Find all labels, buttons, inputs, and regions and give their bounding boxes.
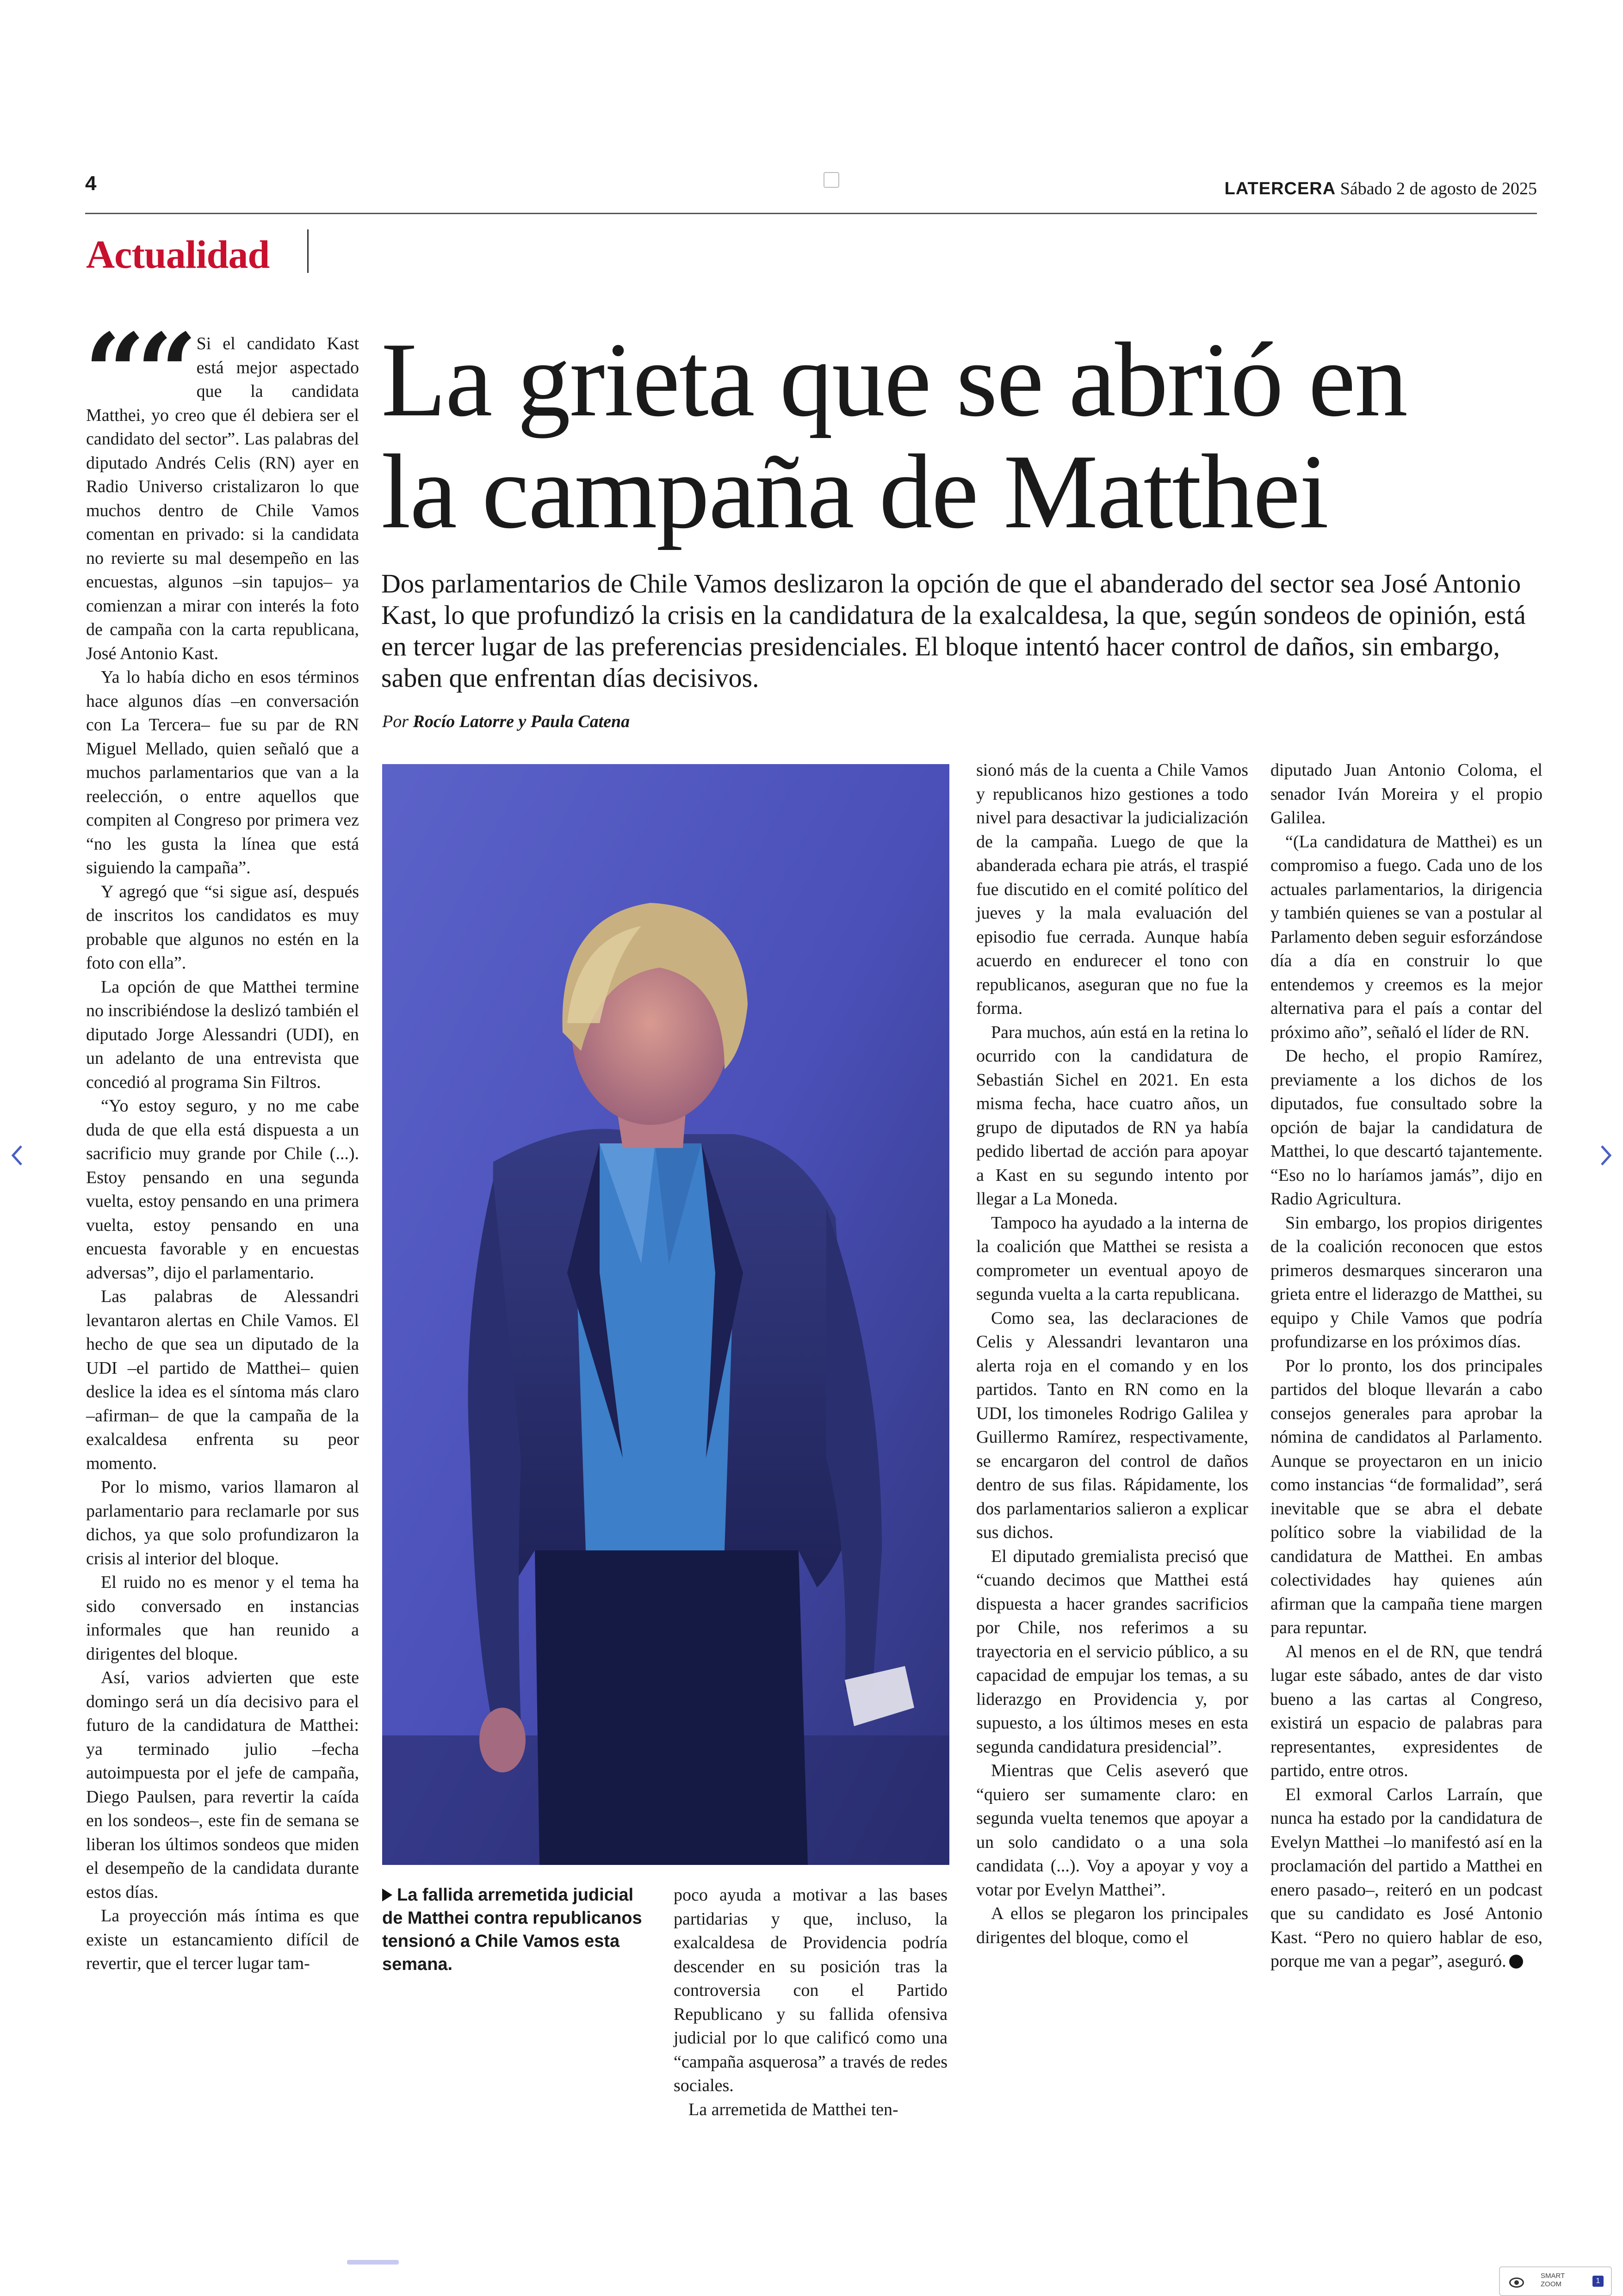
quote-mark: ““ [84,310,188,435]
paragraph: El ruido no es menor y el tema ha sido conversado en instancias informales que han reunido a dirigentes del bloque. [86,1573,359,1664]
end-mark-icon [1509,1955,1523,1969]
paragraph: El exmoral Carlos Larraín, que nunca ha estado por la candidatura de Evelyn Matthei –lo manifestó así en la proclamación del partido a Matthei en enero pasado–, reiteró en un podcast que su candidato es José Antonio Kast. “Pero no quiero hablar de eso, porque me van a pegar”, aseguró. [1270,1784,1542,1971]
paragraph: La opción de que Matthei termine no inscribiéndose la deslizó también el diputado Jorge Alessandri (UDI), en un adelanto de una entrevista que concedió al programa Sin Filtros. [86,977,359,1092]
headline-line-1: La grieta que se abrió en [381,321,1407,438]
section-divider [307,229,309,273]
paragraph: El diputado gremialista precisó que “cuando decimos que Matthei está dispuesta a hacer grandes sacrificios por Chile, nos referimos a su trayectoria en el servicio público, a su capacidad de empujar los temas, a su liderazgo en Providencia y, por supuesto, a los últimos meses en esta segunda candidatura presidencial”. [976,1546,1248,1757]
paragraph: “(La candidatura de Matthei) es un compromiso a fuego. Cada uno de los actuales parlamentarios, la dirigencia y también quienes se van a postular al Parlamento deben seguir esforzándose día a día en construir lo que entendemos y creemos es la mejor alternativa para el país a contar del próximo año”, señaló el líder de RN. [1270,832,1542,1042]
paragraph: A ellos se plegaron los principales dirigentes del bloque, como el [976,1904,1248,1947]
byline [382,711,630,732]
masthead [1225,179,1537,199]
column-5 [1270,759,1542,1974]
paragraph: Así, varios advierten que este domingo será un día decisivo para el futuro de la candidatura de Matthei: ya terminado julio –fecha autoimpuesta por el jefe de campaña, Diego Paulsen, para revertir la caída en los sondeos–, este fin de semana se liberan los últimos sondeos que miden el desempeño de la candidata durante estos días. [86,1668,359,1902]
column-3-bottom [674,1883,948,2122]
paragraph: Por lo pronto, los dos principales partidos del bloque llevarán a cabo consejos generales para aprobar la nómina de candidatos al Parlamento. Aunque se proyectaron en un inicio como instancias “de formalidad”, será inevitable que se abra el debate político sobre la viabilidad de la candidatura de Matthei. En ambas colectividades hay quienes aún afirman que la campaña tiene margen para repuntar. [1270,1356,1542,1637]
triangle-icon [382,1889,392,1901]
smart-zoom-button[interactable] [1499,2266,1612,2296]
paragraph: Mientras que Celis aseveró que “quiero ser sumamente claro: en segunda vuelta tenemos que apoyar a un solo candidato o a una sola candidata (...). Voy a apoyar y voy a votar por Evelyn Matthei”. [976,1761,1248,1900]
smart-zoom-label: SMART ZOOM [1541,2272,1565,2288]
section-name: Actualidad [86,232,270,277]
page-icon [824,172,839,188]
byline-prefix: Por [382,712,409,731]
column-1 [84,310,359,1976]
paragraph: Por lo mismo, varios llamaron al parlamentario para reclamarle por sus dichos, ya que solo profundizaron la crisis al interior del bloque. [86,1477,359,1568]
headline-line-2: la campaña de Matthei [381,432,1328,550]
column-4 [976,759,1248,1950]
brand-name: LATERCERA [1224,179,1336,198]
deck: Dos parlamentarios de Chile Vamos deslizaron la opción de que el abanderado del sector sea José Antonio Kast, lo que profundizó la crisis en la candidatura de la exalcaldesa, la que, según sondeos de opinión, está en tercer lugar de las preferencias presidenciales. El bloque intentó hacer control de daños, sin embargo, saben que enfrentan días decisivos. [381,568,1526,693]
paragraph: Como sea, las declaraciones de Celis y Alessandri levantaron una alerta roja en el comando y en los partidos. Tanto en RN como en la UDI, los timoneles Rodrigo Galilea y Guillermo Ramírez, respectivamente, se encargaron del control de daños dentro de sus filas. Rápidamente, los dos parlamentarios salieron a explicar sus dichos. [976,1308,1248,1542]
paragraph: Las palabras de Alessandri levantaron alertas en Chile Vamos. El hecho de que sea un diputado de la UDI –el partido de Matthei– quien deslice la idea es el síntoma más claro –afirman– de que la campaña de la exalcaldesa enfrenta su peor momento. [86,1287,359,1473]
photo-caption [382,1883,650,1976]
chevron-right-icon[interactable] [1596,1142,1615,1169]
page-scrollbar[interactable] [347,2260,399,2265]
paragraph: poco ayuda a motivar a las bases partidarias y que, incluso, la exalcaldesa de Providencia podría descender en su posición tras la controversia con el Partido Republicano y su fallida ofensiva judicial por lo que calificó como una “campaña asquerosa” a través de redes sociales. [674,1885,948,2095]
paragraph: Para muchos, aún está en la retina lo ocurrido con la candidatura de Sebastián Sichel en 2021. En esta misma fecha, hace cuatro años, un grupo de diputados de RN ya había pedido libertad de acción para apoyar a Kast en su segundo intento por llegar a La Moneda. [976,1022,1248,1209]
paragraph: Tampoco ha ayudado a la interna de la coalición que Matthei se resista a comprometer un eventual apoyo de segunda vuelta a la carta republicana. [976,1213,1248,1304]
paragraph: De hecho, el propio Ramírez, previamente a los dichos de los diputados, fue consultado sobre la opción de bajar la candidatura de Matthei, lo que descartó tajantemente. “Eso no lo haríamos jamás”, dijo en Radio Agricultura. [1270,1046,1542,1209]
paragraph: Y agregó que “si sigue así, después de inscritos los candidatos es muy probable que algunos no estén en la foto con ella”. [86,882,359,973]
eye-icon [1509,2277,1524,2288]
paragraph: La arremetida de Matthei ten- [688,2099,898,2119]
caption-text: La fallida arremetida judicial de Matthei contra republicanos tensionó a Chile Vamos esta semana. [382,1885,642,1974]
paragraph: La proyección más íntima es que existe un estancamiento difícil de revertir, que el tercer lugar tam- [86,1906,359,1973]
byline-authors: Rocío Latorre y Paula Catena [413,712,630,731]
paragraph: Al menos en el de RN, que tendrá lugar este sábado, antes de dar visto bueno a las cartas al Congreso, existirá un espacio de palabras para representantes, expresidentes de partido, entre otros. [1270,1642,1542,1780]
paragraph: Ya lo había dicho en esos términos hace algunos días –en conversación con La Tercera– fue su par de RN Miguel Mellado, quien señaló que a muchos parlamentarios que van a la reelección, o entre aquellos que compiten al Congreso por primera vez “no les gusta la línea que está siguiendo la campaña”. [86,667,359,877]
zoom-badge: 1 [1592,2276,1604,2287]
article-photo [382,764,949,1865]
paragraph: sionó más de la cuenta a Chile Vamos y republicanos hizo gestiones a todo nivel para desactivar la judicialización de la campaña. Luego de que la abanderada echara pie atrás, el traspié fue discutido en el comité político del jueves y la mala evaluación del episodio fue cerrada. Aunque había acuerdo en endurecer el tono con republicanos, aseguran que no fue la forma. [976,760,1248,1018]
paragraph: Si el candidato Kast está mejor aspectado que la candidata Matthei, yo creo que él debiera ser el candidato del sector”. Las palabras del diputado Andrés Celis (RN) ayer en Radio Universo cristalizaron lo que muchos dentro de Chile Vamos comentan en privado: si la candidata no revierte su mal desempeño en las encuestas, algunos –sin tapujos– ya comienzan a mirar con interés la foto de campaña con la carta republicana, José Antonio Kast. [86,334,359,663]
header-rule [85,213,1537,214]
chevron-left-icon[interactable] [8,1142,27,1169]
paragraph: diputado Juan Antonio Coloma, el senador Iván Moreira y el propio Galilea. [1270,760,1542,827]
paragraph: “Yo estoy seguro, y no me cabe duda de que ella está dispuesta a un sacrificio muy grande por Chile (...). Estoy pensando en una segunda vuelta, estoy pensando en una primera vuelta, estoy pensando en una encuesta favorable y en encuestas adversas”, dijo el parlamentario. [86,1096,359,1283]
page-number: 4 [85,172,97,195]
issue-date: Sábado 2 de agosto de 2025 [1340,179,1537,198]
headline [381,321,1547,550]
paragraph: Sin embargo, los propios dirigentes de la coalición reconocen que estos primeros desmarques sinceraron una grieta entre el liderazgo de Matthei, su equipo y Chile Vamos que podría profundizarse en los próximos días. [1270,1213,1542,1352]
